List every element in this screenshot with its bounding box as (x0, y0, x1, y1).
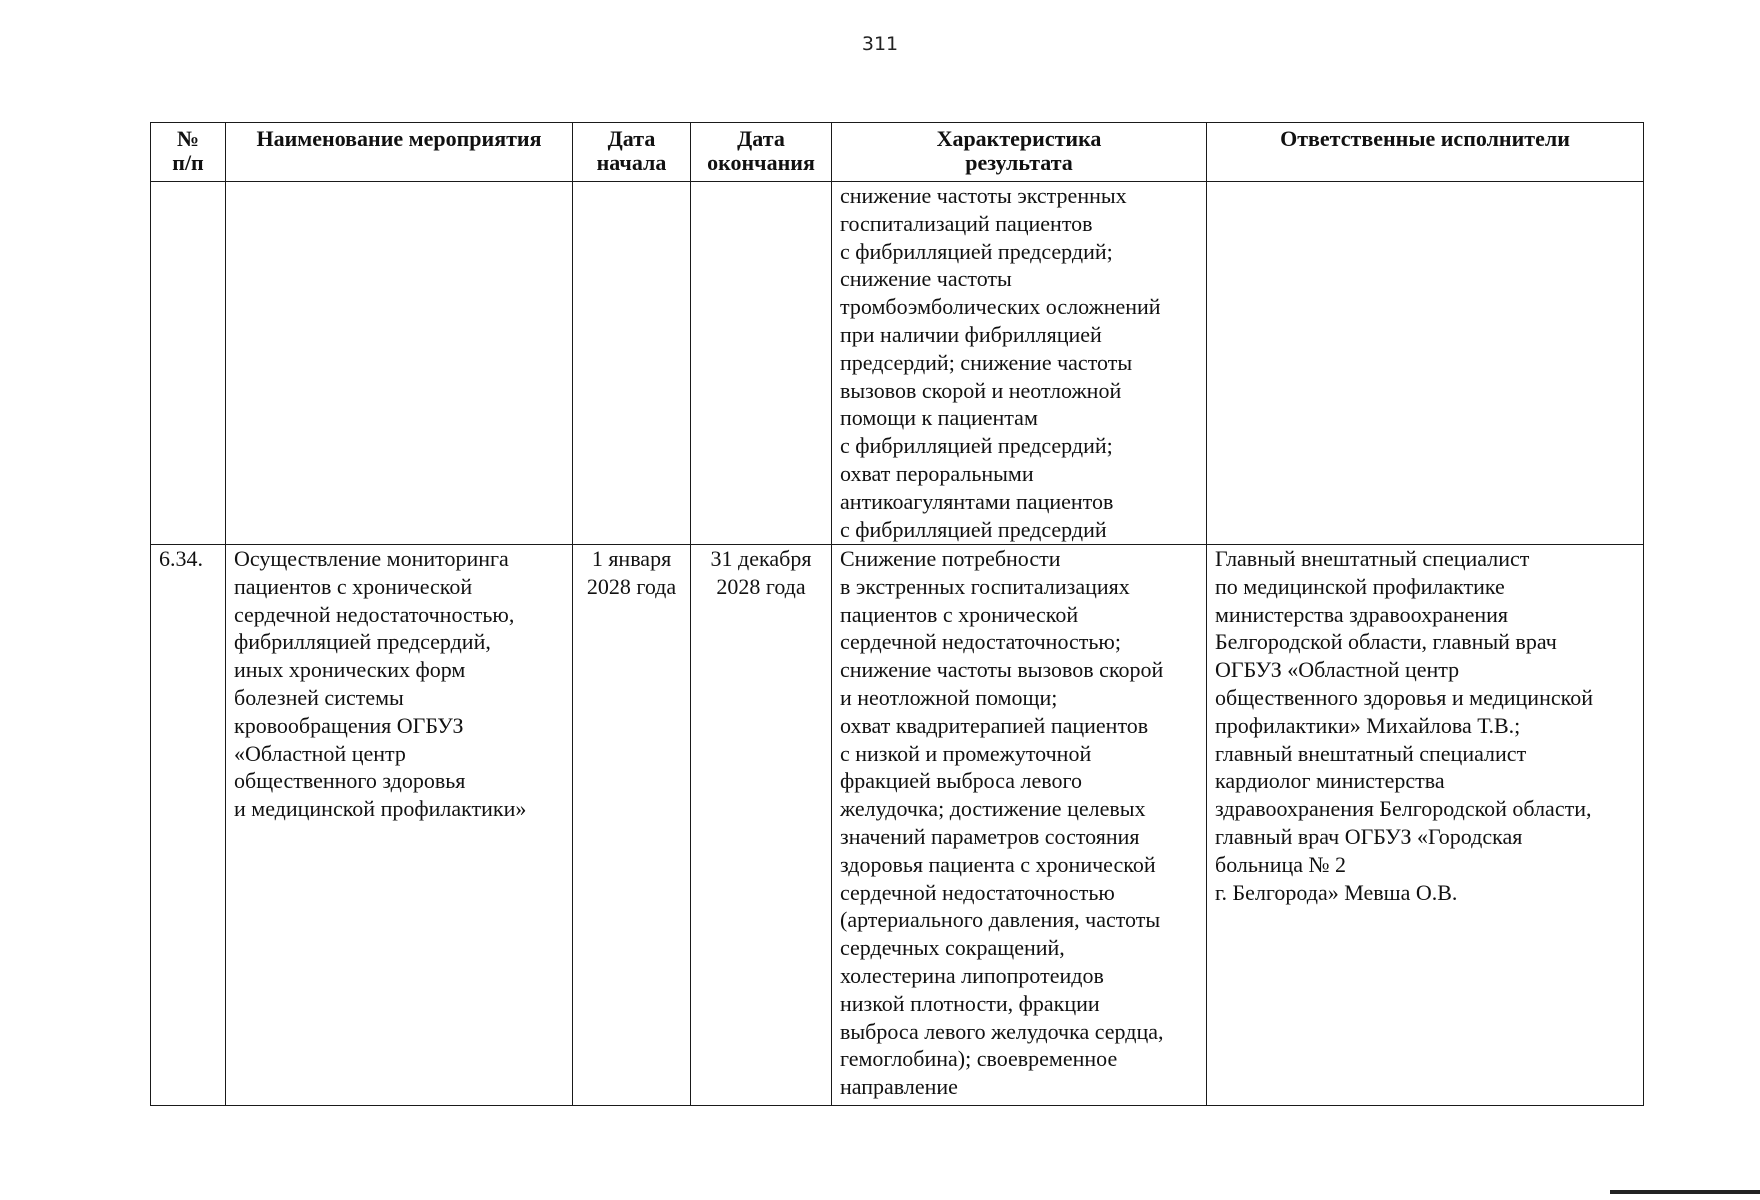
table-header-row (151, 123, 1644, 182)
text-line: охват пероральными (840, 460, 1034, 486)
text-line: «Областной центр (234, 740, 406, 766)
header-start-date: Дата начала (573, 123, 691, 182)
header-result: Характеристика результата (832, 123, 1207, 182)
text-line: Осуществление мониторинга (234, 546, 509, 571)
text-line: пациентов с хронической (840, 601, 1079, 627)
text-line: (артериального давления, частоты (840, 907, 1161, 933)
text-line: иных хронических форм (234, 657, 466, 683)
cell-num (151, 182, 226, 545)
text-line: г. Белгорода» Мевша О.В. (1215, 879, 1458, 905)
cell-result (832, 545, 1207, 1106)
header-responsible: Ответственные исполнители (1207, 123, 1644, 182)
text-line: холестерина липопротеидов (840, 962, 1104, 988)
text-line: ОГБУЗ «Областной центр (1215, 657, 1460, 683)
text-line: снижение частоты экстренных (840, 183, 1127, 208)
text-line: вызовов скорой и неотложной (840, 377, 1122, 403)
text-line: общественного здоровья и медицинской (1215, 684, 1593, 710)
text-line: кровообращения ОГБУЗ (234, 712, 464, 738)
text-line: с фибрилляцией предсердий; (840, 238, 1113, 264)
text-line: выброса левого желудочка сердца, (840, 1018, 1164, 1044)
cell-responsible (1207, 545, 1644, 1106)
table-row (151, 182, 1644, 545)
text-line: значений параметров состояния (840, 823, 1140, 849)
text-line: фракцией выброса левого (840, 768, 1082, 794)
text-line: снижение частоты вызовов скорой (840, 657, 1164, 683)
header-end-date: Дата окончания (691, 123, 832, 182)
text-line: фибрилляцией предсердий, (234, 629, 491, 655)
text-line: снижение частоты (840, 266, 1012, 292)
text-line: главный врач ОГБУЗ «Городская (1215, 823, 1523, 849)
text-line: сердечной недостаточностью, (234, 601, 515, 627)
text-line: по медицинской профилактике (1215, 573, 1505, 599)
text-line: сердечной недостаточностью; (840, 629, 1121, 655)
text-line: 1 января (591, 546, 672, 571)
text-line: предсердий; снижение частоты (840, 349, 1133, 375)
text-line: и неотложной помощи; (840, 684, 1058, 710)
text-line: с фибрилляцией предсердий (840, 516, 1107, 542)
text-line: больница № 2 (1215, 851, 1346, 877)
activities-table (150, 122, 1644, 1106)
cell-result (832, 182, 1207, 545)
text-line: Главный внештатный специалист (1215, 546, 1530, 571)
text-line: сердечной недостаточностью (840, 879, 1115, 905)
text-line: помощи к пациентам (840, 405, 1038, 431)
text-line: 2028 года (586, 573, 677, 599)
scan-edge-mark (1610, 1190, 1760, 1194)
text-line: общественного здоровья (234, 768, 466, 794)
text-line: 2028 года (716, 573, 806, 599)
text-line: главный внештатный специалист (1215, 740, 1527, 766)
cell-responsible (1207, 182, 1644, 545)
text-line: 31 декабря (710, 546, 812, 571)
cell-start-date (573, 182, 691, 545)
text-line: при наличии фибрилляцией (840, 321, 1102, 347)
text-line: профилактики» Михайлова Т.В.; (1215, 712, 1521, 738)
header-activity-name: Наименование мероприятия (226, 123, 573, 182)
text-line: Белгородской области, главный врач (1215, 629, 1557, 655)
cell-activity-name (226, 545, 573, 1106)
text-line: тромбоэмболических осложнений (840, 294, 1161, 320)
text-line: здравоохранения Белгородской области, (1215, 796, 1592, 822)
text-line: в экстренных госпитализациях (840, 573, 1130, 599)
cell-num: 6.34. (151, 545, 226, 1106)
text-line: и медицинской профилактики» (234, 796, 527, 822)
text-line: Снижение потребности (840, 546, 1061, 571)
text-line: желудочка; достижение целевых (840, 796, 1146, 822)
cell-start-date (573, 545, 691, 1106)
text-line: кардиолог министерства (1215, 768, 1445, 794)
text-line: с фибрилляцией предсердий; (840, 433, 1113, 459)
text-line: здоровья пациента с хронической (840, 851, 1156, 877)
text-line: антикоагулянтами пациентов (840, 488, 1114, 514)
text-line: низкой плотности, фракции (840, 990, 1100, 1016)
cell-end-date (691, 182, 832, 545)
page-number: 311 (861, 33, 899, 55)
header-num: № п/п (151, 123, 226, 182)
text-line: направление (840, 1074, 958, 1100)
table-row (151, 545, 1644, 1106)
cell-end-date (691, 545, 832, 1106)
cell-activity-name (226, 182, 573, 545)
text-line: министерства здравоохранения (1215, 601, 1509, 627)
text-line: с низкой и промежуточной (840, 740, 1092, 766)
text-line: охват квадритерапией пациентов (840, 712, 1149, 738)
text-line: сердечных сокращений, (840, 935, 1065, 961)
text-line: болезней системы (234, 684, 404, 710)
text-line: гемоглобина); своевременное (840, 1046, 1118, 1072)
text-line: пациентов с хронической (234, 573, 473, 599)
text-line: госпитализаций пациентов (840, 210, 1093, 236)
